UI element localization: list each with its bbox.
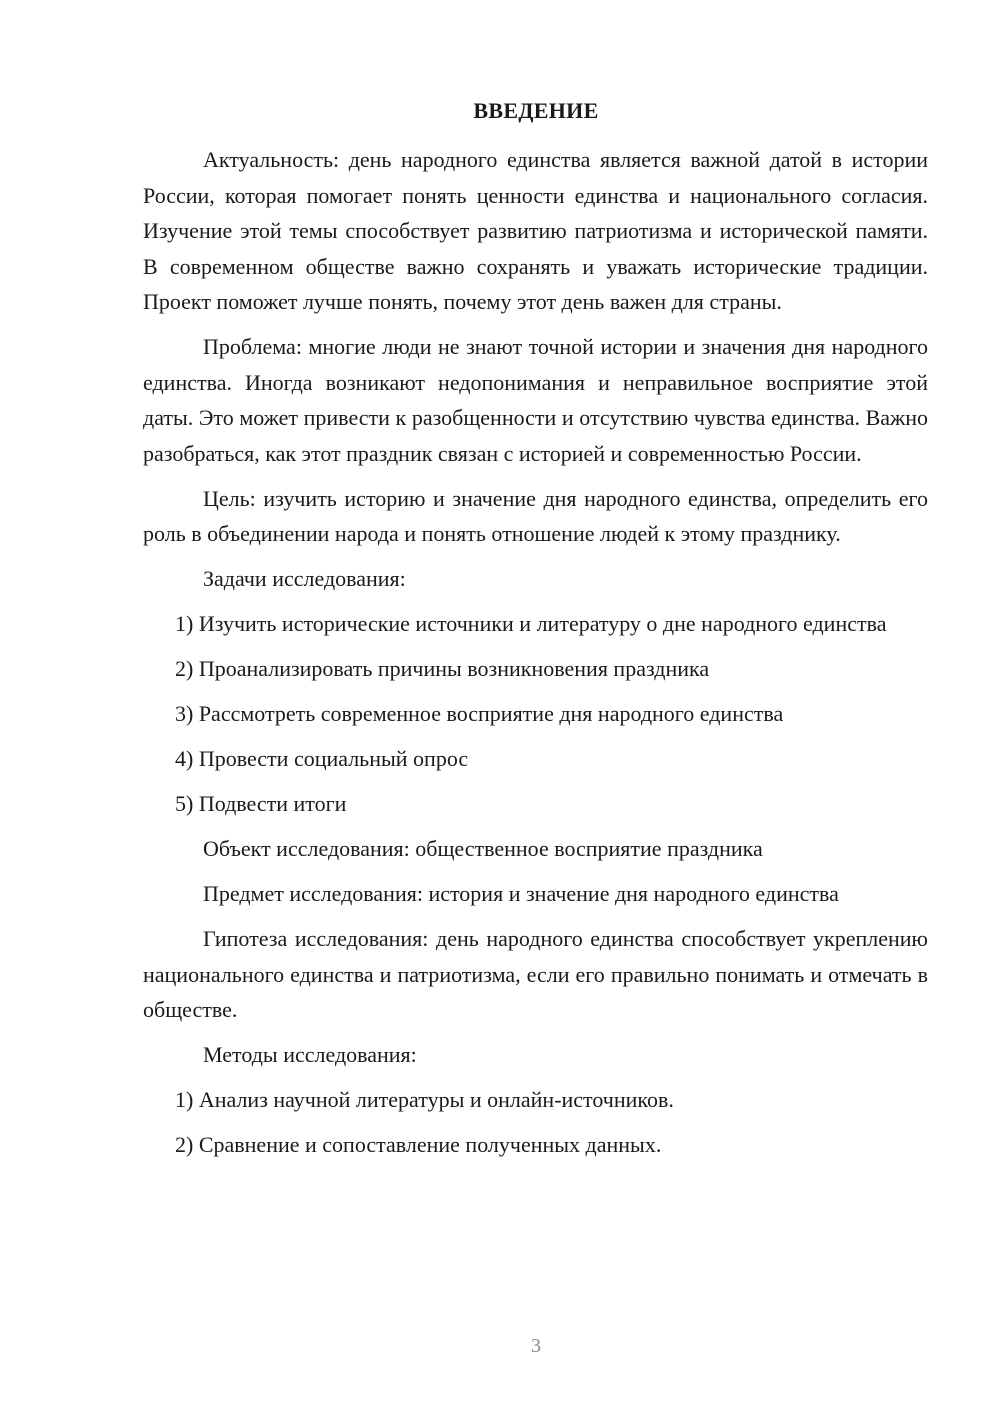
document-body [143,142,928,1172]
paragraph-tasks-heading: Задачи исследования: [203,566,406,591]
list-item-task-3: 3) Рассмотреть современное восприятие дня народного единства [175,701,784,726]
list-item-task-2: 2) Проанализировать причины возникновения праздника [175,656,710,681]
section-title: ВВЕДЕНИЕ [473,98,599,123]
list-item-method-1: 1) Анализ научной литературы и онлайн-источников. [175,1087,674,1112]
paragraph-goal: Цель: изучить историю и значение дня народного единства, определить его роль в объединении народа и понять отношение людей к этому празднику. [143,485,928,546]
paragraph-object: Объект исследования: общественное восприятие праздника [203,836,763,861]
paragraph-subject: Предмет исследования: история и значение дня народного единства [203,881,839,906]
paragraph-methods-heading: Методы исследования: [203,1042,417,1067]
list-item-method-2: 2) Сравнение и сопоставление полученных данных. [175,1132,662,1157]
list-item-task-5: 5) Подвести итоги [175,791,347,816]
paragraph-problem: Проблема: многие люди не знают точной истории и значения дня народного единства. Иногда возникают недопонимания и неправильное восприятие этой даты. Это может привести к разобщенности и отсутствию чувства единства. Важно разобраться, как этот праздник связан с историей и современностью России. [143,334,928,466]
paragraph-hypothesis: Гипотеза исследования: день народного единства способствует укреплению национального единства и патриотизма, если его правильно понимать и отмечать в обществе. [143,926,928,1022]
list-item-task-1: 1) Изучить исторические источники и литературу о дне народного единства [175,611,887,636]
paragraph-relevance: Актуальность: день народного единства является важной датой в истории России, которая помогает понять ценности единства и национального согласия. Изучение этой темы способствует развитию патриотизма и исторической памяти. В современном обществе важно сохранять и уважать исторические традиции. Проект поможет лучше понять, почему этот день важен для страны. [143,147,928,314]
list-item-task-4: 4) Провести социальный опрос [175,746,469,771]
page-number: 3 [531,1335,541,1357]
